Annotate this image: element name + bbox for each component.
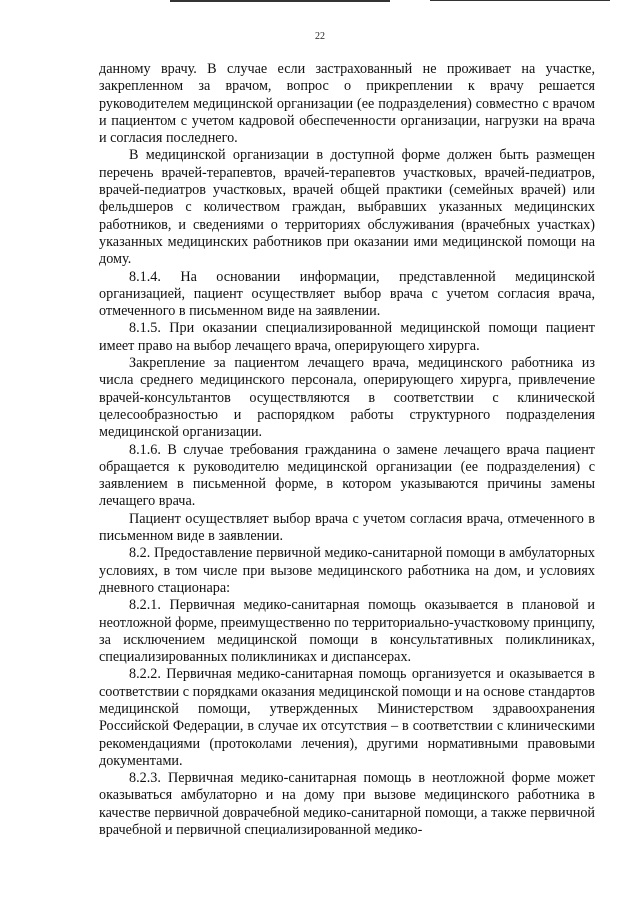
- paragraph-8-1-6: 8.1.6. В случае требования гражданина о замене лечащего врача пациент обращается к руководителю медицинской организации (ее подразделения) с заявлением в письменной форме, в котором указываются причины замены лечащего врача.: [99, 441, 595, 510]
- document-body: [99, 61, 595, 839]
- paragraph-doctor-list: В медицинской организации в доступной форме должен быть размещен перечень врачей-терапевтов, врачей-терапевтов участковых, врачей-педиатров, врачей-педиатров участковых, врачей общей практики (семейных врачей) или фельдшеров с количеством граждан, выбравших указанных медицинских работников, и сведениями о территориях обслуживания (врачебных участках) указанных медицинских работников при оказании ими медицинской помощи на дому.: [99, 147, 595, 268]
- paragraph-8-2-2: 8.2.2. Первичная медико-санитарная помощь организуется и оказывается в соответствии с порядками оказания медицинской помощи и на основе стандартов медицинской помощи, утвержденных Министерством здравоохранения Российской Федерации, в случае их отсутствия – в соответствии с клиническими рекомендациями (протоколами лечения), другими нормативными правовыми документами.: [99, 666, 595, 769]
- paragraph-8-2-1: 8.2.1. Первичная медико-санитарная помощь оказывается в плановой и неотложной форме, преимущественно по территориально-участковому принципу, за исключением медицинской помощи в консультативных поликлиниках, специализированных поликлиниках и диспансерах.: [99, 597, 595, 666]
- paragraph-assignment: Закрепление за пациентом лечащего врача, медицинского работника из числа среднего медицинского персонала, оперирующего хирурга, привлечение врачей-консультантов осуществляются в соответствии с клинической целесообразностью и распорядком работы структурного подразделения медицинской организации.: [99, 355, 595, 441]
- scan-edge-line: [430, 0, 610, 1]
- paragraph-continuation: данному врачу. В случае если застрахованный не проживает на участке, закрепленном за врачом, вопрос о прикреплении к врачу решается руководителем медицинской организации (ее подразделения) совместно с врачом и пациентом с учетом кадровой обеспеченности организации, нагрузки на врача и согласия последнего.: [99, 61, 595, 147]
- paragraph-8-2: 8.2. Предоставление первичной медико-санитарной помощи в амбулаторных условиях, в том числе при вызове медицинского работника на дом, и условиях дневного стационара:: [99, 545, 595, 596]
- paragraph-patient-choice: Пациент осуществляет выбор врача с учетом согласия врача, отмеченного в письменном виде в заявлении.: [99, 510, 595, 545]
- paragraph-8-2-3: 8.2.3. Первичная медико-санитарная помощь в неотложной форме может оказываться амбулаторно и на дому при вызове медицинского работника в качестве первичной доврачебной медико-санитарной помощи, а также первичной врачебной и первичной специализированной медико-: [99, 770, 595, 839]
- page-number: 22: [315, 31, 325, 42]
- paragraph-8-1-4: 8.1.4. На основании информации, представленной медицинской организацией, пациент осуществляет выбор врача с учетом согласия врача, отмеченного в письменном виде на заявлении.: [99, 268, 595, 320]
- paragraph-8-1-5: 8.1.5. При оказании специализированной медицинской помощи пациент имеет право на выбор лечащего врача, оперирующего хирурга.: [99, 320, 595, 354]
- scan-edge-line: [170, 0, 390, 2]
